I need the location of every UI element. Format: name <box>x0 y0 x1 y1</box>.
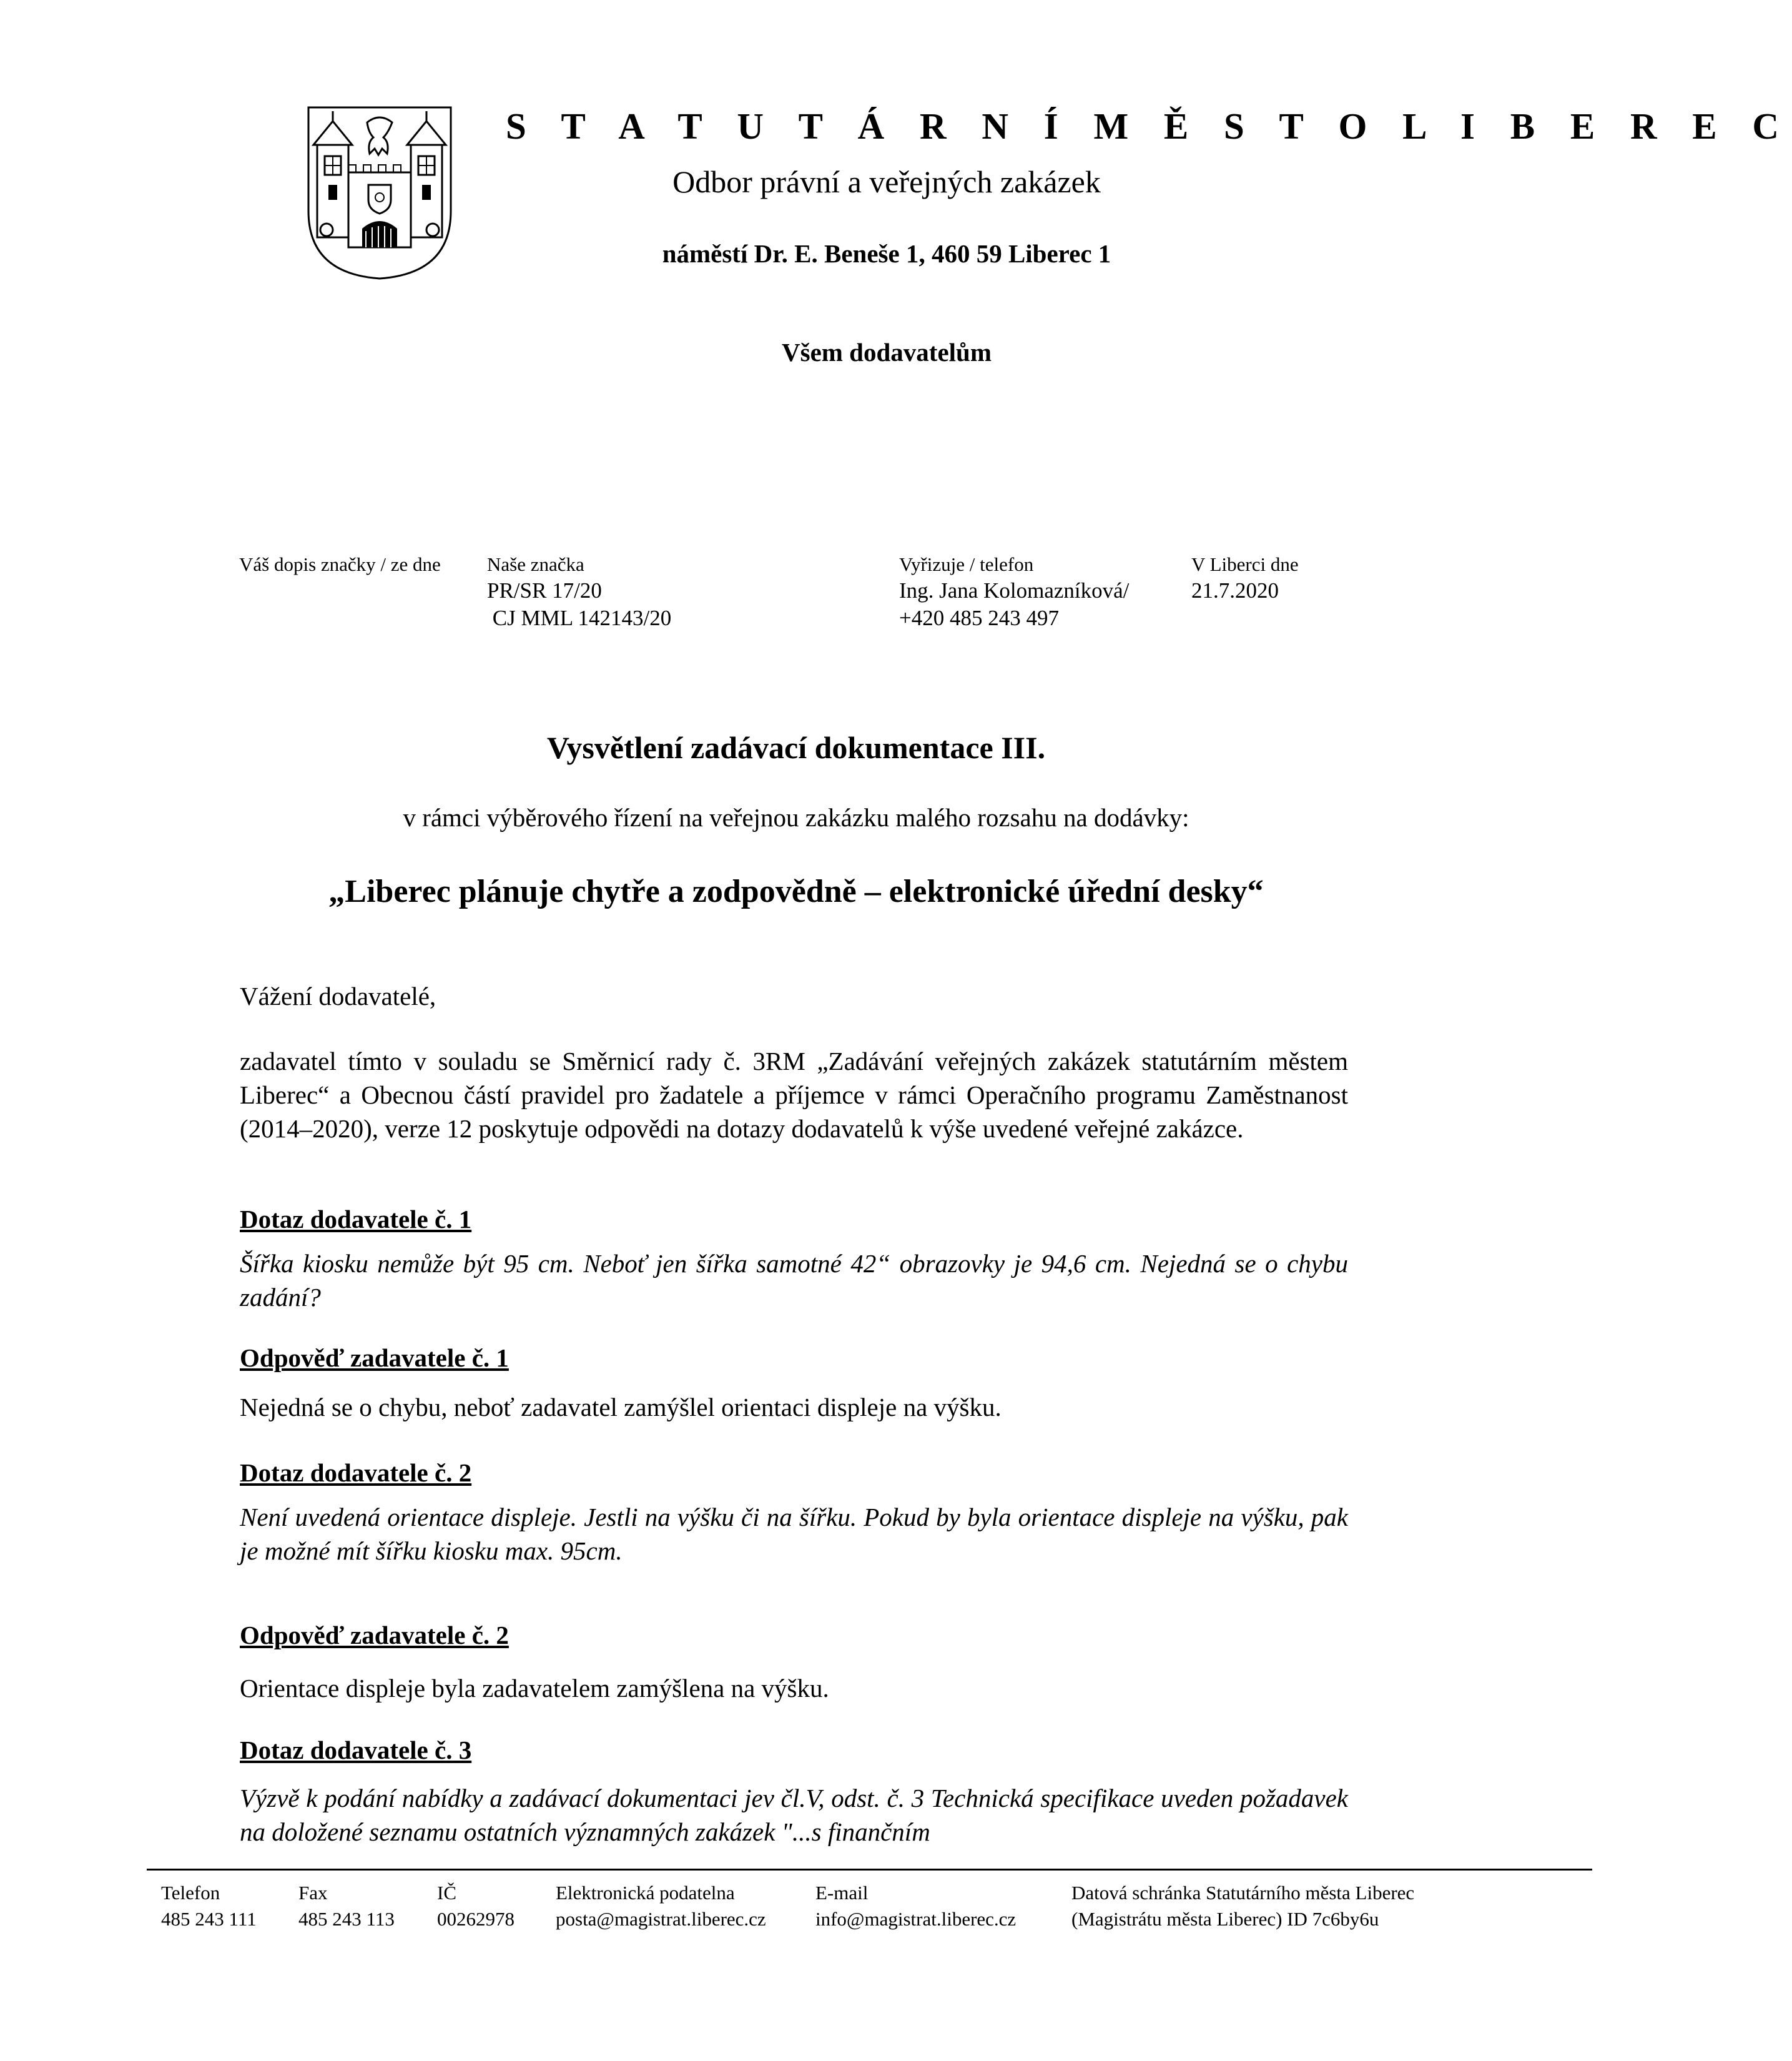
footer-phone-label: Telefon <box>161 1882 220 1904</box>
date-label: V Liberci dne <box>1191 553 1299 575</box>
date-value: 21.7.2020 <box>1191 578 1279 603</box>
department-name: Odbor právní a veřejných zakázek <box>672 164 1101 199</box>
handled-name: Ing. Jana Kolomazníková/ <box>899 578 1130 603</box>
footer-fax <box>298 1880 395 1932</box>
question-1-heading: Dotaz dodavatele č. 1 <box>240 1205 472 1233</box>
footer-phone-value: 485 243 111 <box>161 1908 257 1930</box>
greeting: Vážení dodavatelé, <box>240 982 436 1011</box>
question-3-heading: Dotaz dodavatele č. 3 <box>240 1736 472 1764</box>
footer-epodatelna <box>556 1880 766 1932</box>
city-address: náměstí Dr. E. Beneše 1, 460 59 Liberec 1 <box>662 239 1111 268</box>
handled-label: Vyřizuje / telefon <box>899 553 1034 575</box>
our-ref-value-2: CJ MML 142143/20 <box>487 606 672 630</box>
intro-paragraph: zadavatel tímto v souladu se Směrnicí rady č. 3RM „Zadávání veřejných zakázek statutárním městem Liberec“ a Obecnou částí pravidel pro žadatele a příjemce v rámci Operačního programu Zaměstnanost (2014–2020), verze 12 poskytuje odpovědi na dotazy dodavatelů k výše uvedené veřejné zakázce. <box>240 1047 1348 1143</box>
tender-subject: „Liberec plánuje chytře a zodpovědně – elektronické úřední desky“ <box>328 874 1264 909</box>
footer-ic-label: IČ <box>437 1882 456 1904</box>
footer-ic <box>437 1880 514 1932</box>
question-2-text: Není uvedená orientace displeje. Jestli na výšku či na šířku. Pokud by byla orientace displeje na výšku, pak je možné mít šířku kiosku max. 95cm. <box>240 1503 1348 1565</box>
handled-by <box>899 552 1129 632</box>
answer-2-text: Orientace displeje byla zadavatelem zamýšlena na výšku. <box>240 1674 829 1703</box>
recipient: Všem dodavatelům <box>782 338 992 367</box>
footer-phone <box>161 1880 257 1932</box>
your-letter-ref <box>239 552 441 577</box>
your-letter-label: Váš dopis značky / ze dne <box>239 553 441 575</box>
footer-ds-label: Datová schránka Statutárního města Liberec <box>1071 1882 1415 1904</box>
footer-divider <box>147 1869 1592 1871</box>
city-name: S T A T U T Á R N Í M Ě S T O L I B E R E C <box>506 106 1792 147</box>
answer-2-heading: Odpověď zadavatele č. 2 <box>240 1621 509 1649</box>
footer-data-box <box>1071 1880 1414 1932</box>
footer-ds-value: (Magistrátu města Liberec) ID 7c6by6u <box>1071 1908 1379 1930</box>
date-block <box>1191 552 1299 605</box>
footer-fax-value: 485 243 113 <box>298 1908 395 1930</box>
question-1-text: Šířka kiosku nemůže být 95 cm. Neboť jen šířka samotné 42“ obrazovky je 94,6 cm. Nejedná se o chybu zadání? <box>240 1249 1348 1312</box>
footer-fax-label: Fax <box>298 1882 328 1904</box>
our-ref <box>487 552 671 632</box>
answer-1-heading: Odpověď zadavatele č. 1 <box>240 1343 509 1372</box>
footer-email <box>815 1880 1016 1932</box>
our-ref-value-1: PR/SR 17/20 <box>487 578 602 603</box>
handled-phone: +420 485 243 497 <box>899 606 1059 630</box>
question-3-text: Výzvě k podání nabídky a zadávací dokumentaci jev čl.V, odst. č. 3 Technická specifikace uveden požadavek na doložené seznamu ostatních významných zakázek "...s finančním <box>240 1784 1348 1846</box>
document-title: Vysvětlení zadávací dokumentace III. <box>546 730 1046 765</box>
footer-email-label: E-mail <box>815 1882 869 1904</box>
footer-epod-label: Elektronická podatelna <box>556 1882 735 1904</box>
footer-ic-value: 00262978 <box>437 1908 514 1930</box>
question-2-heading: Dotaz dodavatele č. 2 <box>240 1458 472 1487</box>
answer-1-text: Nejedná se o chybu, neboť zadavatel zamýšlel orientaci displeje na výšku. <box>240 1393 1002 1421</box>
footer-epod-value: posta@magistrat.liberec.cz <box>556 1908 766 1930</box>
footer-email-value: info@magistrat.liberec.cz <box>815 1908 1017 1930</box>
our-ref-label: Naše značka <box>487 553 584 575</box>
document-subtitle: v rámci výběrového řízení na veřejnou zakázku malého rozsahu na dodávky: <box>403 803 1189 832</box>
